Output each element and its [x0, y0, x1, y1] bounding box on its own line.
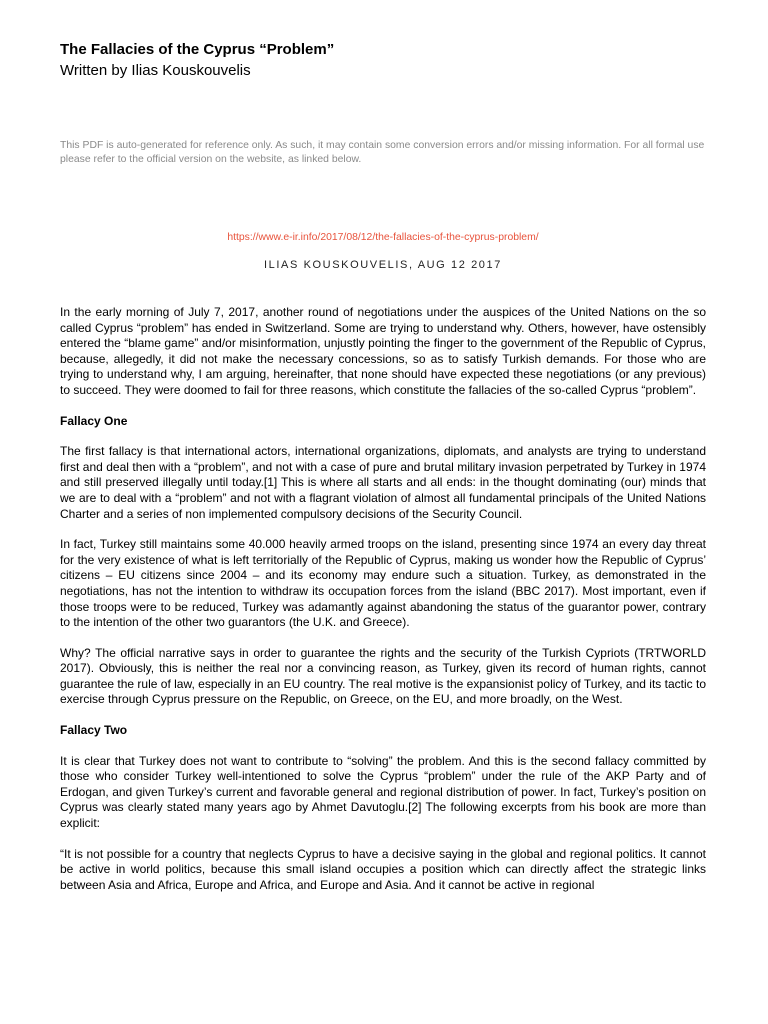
- paragraph: The first fallacy is that international actors, international organizations, diplomats, and analysts are trying to understand first and deal then with a “problem”, and not with a case of pure and brutal military invasion perpetrated by Turkey in 1974 and still preserved illegally until today.[1] This is where all starts and all ends: in the thought dominating (our) minds that we are to deal with a “problem” and not with a flagrant violation of almost all fundamental principals of the United Nations Charter and a series of non implemented compulsory decisions of the Security Council.: [60, 444, 706, 521]
- pdf-notice: This PDF is auto-generated for reference only. As such, it may contain some conversion errors and/or missing information. For all formal use please refer to the official version on the website, as linked below.: [60, 140, 705, 165]
- paragraph: It is clear that Turkey does not want to contribute to “solving” the problem. And this is the second fallacy committed by those who consider Turkey well-intentioned to solve the Cyprus “problem” under the rule of the AKP Party and of Erdogan, and given Turkey’s current and favorable general and regional distribution of power. In fact, Turkey’s position on Cyprus was clearly stated many years ago by Ahmet Davutoglu.[2] The following excerpts from his book are more than explicit:: [60, 753, 706, 831]
- source-link[interactable]: https://www.e-ir.info/2017/08/12/the-fallacies-of-the-cyprus-problem/: [227, 232, 539, 243]
- author-date-byline: ILIAS KOUSKOUVELIS, AUG 12 2017: [264, 259, 502, 271]
- paragraph: Why? The official narrative says in order to guarantee the rights and the security of the Turkish Cypriots (TRTWORLD 2017). Obviously, this is neither the real nor a convincing reason, as Turkey, given its record of human rights, cannot guarantee the rule of law, especially in an EU country. The real motive is the expansionist policy of Turkey, and its tactic to exercise through Cyprus pressure on the Republic, on Greece, on the EU, and more broadly, on the West.: [60, 645, 706, 707]
- article-body: [60, 305, 706, 908]
- article-author: Written by Ilias Kouskouvelis: [60, 62, 251, 79]
- paragraph-quote: “It is not possible for a country that neglects Cyprus to have a decisive saying in the global and regional politics. It cannot be active in world politics, because this small island occupies a position which can directly affect the strategic links between Asia and Africa, Europe and Africa, and Europe and Asia. And it cannot be active in regional: [60, 846, 706, 892]
- paragraph-intro: In the early morning of July 7, 2017, another round of negotiations under the auspices of the United Nations on the so called Cyprus “problem” has ended in Switzerland. Some are trying to understand why. Others, however, have ostensibly entered the “blame game” and/or misinformation, unjustly pointing the finger to the government of the Republic of Cyprus, because, allegedly, it did not make the necessary concessions, so as to satisfy Turkish demands. For those who are trying to understand why, I am arguing, hereinafter, that none should have expected these negotiations (or any previous) to succeed. They were doomed to fail for three reasons, which constitute the fallacies of the so-called Cyprus “problem”.: [60, 305, 706, 397]
- article-title: The Fallacies of the Cyprus “Problem”: [60, 41, 335, 58]
- heading-fallacy-two: Fallacy Two: [60, 723, 128, 738]
- paragraph: In fact, Turkey still maintains some 40.000 heavily armed troops on the island, presenting since 1974 an every day threat for the very existence of what is left territorially of the Republic of Cyprus, making us wonder how the Republic of Cyprus’ citizens – EU citizens since 2004 – and its economy may endure such a situation. Turkey, as demonstrated in the negotiations, has not the intention to withdraw its occupation forces from the island (BBC 2017). Most important, even if those troops were to be reduced, Turkey was adamantly against abandoning the status of the guarantor power, contrary to the intention of the other two guarantors (the U.K. and Greece).: [60, 537, 706, 630]
- heading-fallacy-one: Fallacy One: [60, 413, 128, 428]
